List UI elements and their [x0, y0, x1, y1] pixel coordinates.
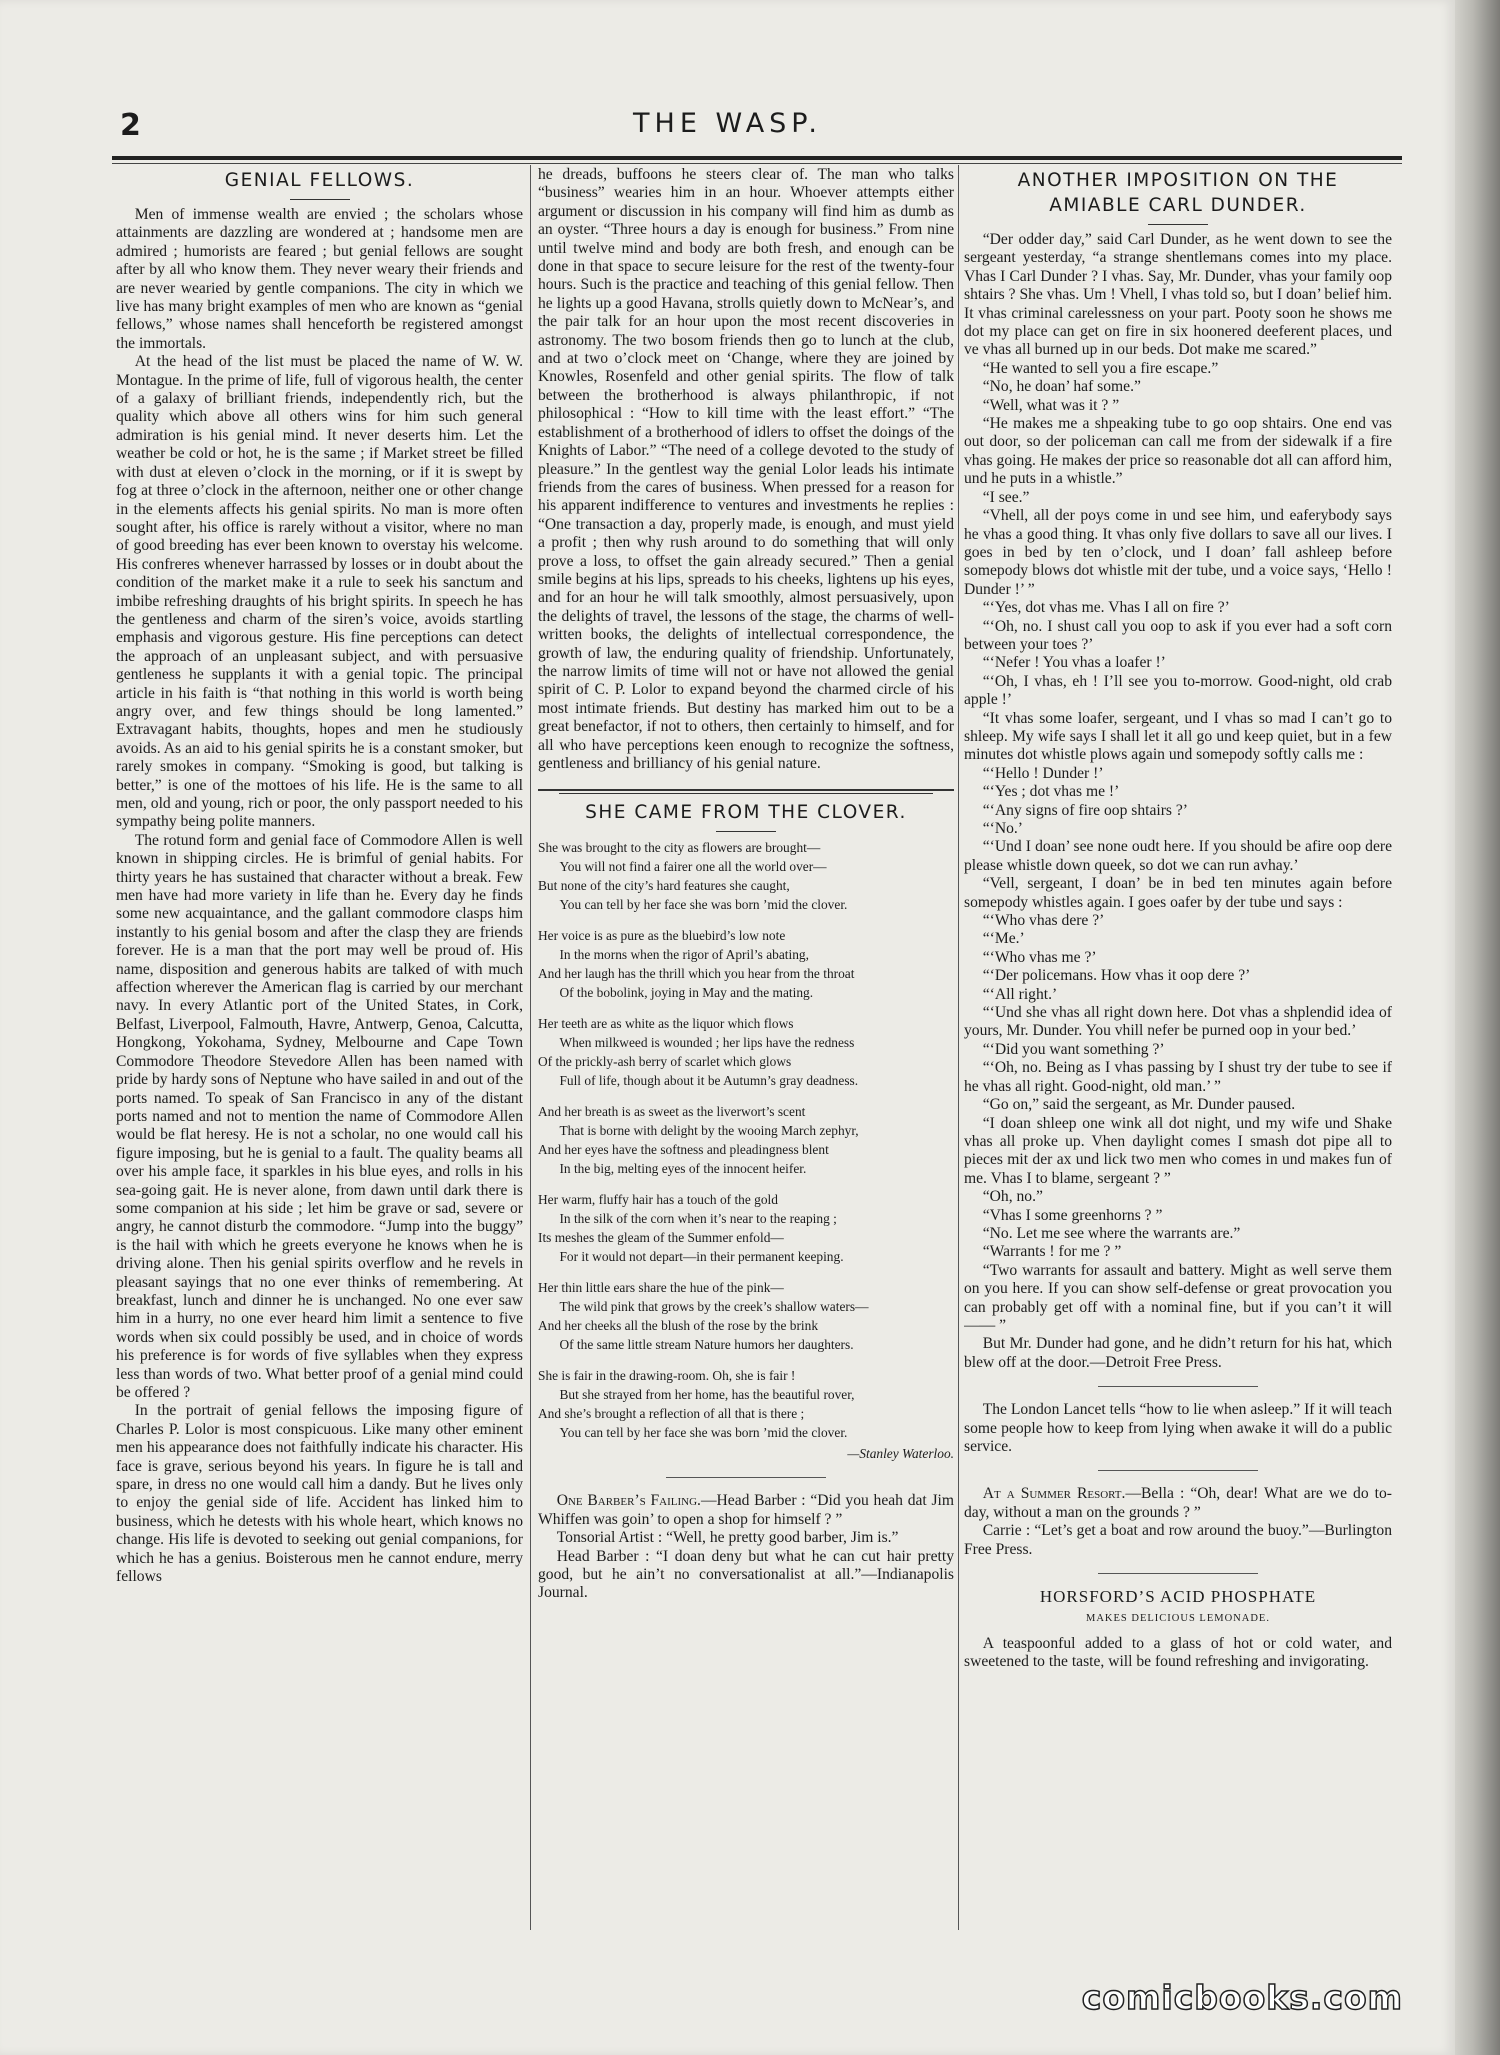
- article-paragraph: “He wanted to sell you a fire escape.”: [982, 359, 1219, 377]
- poem-line: When milkweed is wounded ; her lips have the redness: [559, 1035, 855, 1051]
- poem-line: And her cheeks all the blush of the rose by the brink: [538, 1318, 819, 1334]
- poem-line: Her teeth are as white as the liquor which flows: [538, 1016, 794, 1032]
- article-heading: [964, 168, 1392, 218]
- poem-line: Its meshes the gleam of the Summer enfold—: [538, 1230, 784, 1246]
- watermark-logo: comicbooks.com: [1081, 1978, 1403, 2017]
- article-paragraph: “I doan shleep one wink all dot night, und my wife und Shake vhas all proke up. Vhen daylight comes I smash dot pipe all to pieces mit der ax und lick two men who comes in und makes fun of me. Vhas I to blame, sergeant ? ”: [964, 1114, 1392, 1187]
- article-paragraph: “Warrants ! for me ? ”: [982, 1243, 1122, 1261]
- poem-line: And her eyes have the softness and pleadingness blent: [538, 1142, 829, 1158]
- poem-line: You will not find a fairer one all the world over—: [559, 859, 827, 875]
- advertisement-subheading: MAKES DELICIOUS LEMONADE.: [1086, 1613, 1270, 1625]
- anecdote-paragraph: Head Barber : “I doan deny but what he can cut hair pretty good, but he ain’t no conversationalist at all.”—Indianapolis Journal.: [538, 1547, 954, 1602]
- article-continuation: he dreads, buffoons he steers clear of. The man who talks “business” wearies him in an hour. Whoever attempts either argument or discussion in his company will find him as dumb as an oyster. “Three hours a day is enough for business.” From nine until twelve mind and body are both fresh, and enough can be done in that space to secure leisure for the rest of the twenty-four hours. Such is the practice and teaching of this genial fellow. Then he lights up a good Havana, strolls quietly down to McNear’s, and the pair talk for an hour upon the most recent discoveries in astronomy. The two bosom friends then go to lunch at the club, and at two o’clock meet on ‘Change, where they are joined by Knowles, Rosenfeld and other genial spirits. The flow of talk between the brotherhood is always philanthropic, if not philosophical : “How to kill time with the least effort.” “The establishment of a brotherhood of idlers to offset the doings of the Knights of Labor.” “The need of a college devoted to the study of pleasure.” In the gentlest way the genial Lolor leads his intimate friends from the cares of business. When pressed for a reason for his apparent indifference to ventures and investments he replies : “One transaction a day, properly made, is enough, and must yield a profit ; then why rush around to do something that will only prove a loss, to offset the gain already secured.” Then a genial smile begins at his lips, spreads to his cheeks, lightens up his eyes, and for an hour he will talk smoothly, almost persuasively, upon the delights of travel, the lessons of the stage, the charms of well-written books, the delights of intellectual correspondence, the growth of law, the enduring quality of friendship. Unfortunately, the narrow limits of time will not or have not allowed the genial spirit of C. P. Lolor to expand beyond the charmed circle of his most intimate friends. But destiny has marked him out to be a great benefactor, if not to others, then certainly to himself, and for all who have perceptions keen enough to recognize the softness, gentleness and brilliancy of his genial nature.: [538, 166, 954, 772]
- poem-line: The wild pink that grows by the creek’s shallow waters—: [559, 1299, 869, 1315]
- article-paragraph: “Go on,” said the sergeant, as Mr. Dunder paused.: [982, 1096, 1296, 1114]
- poem-line: Her warm, fluffy hair has a touch of the gold: [538, 1192, 778, 1208]
- article-paragraph: “‘Who vhas me ?’: [982, 948, 1097, 966]
- header-rule: [112, 156, 1402, 164]
- poem: [538, 838, 954, 1463]
- column-divider: [530, 165, 531, 1930]
- poem-line: In the morns when the rigor of April’s abating,: [559, 947, 809, 963]
- poem-line: That is borne with delight by the wooing March zephyr,: [559, 1123, 859, 1139]
- article-heading: GENIAL FELLOWS.: [224, 170, 415, 191]
- heading-line: ANOTHER IMPOSITION ON THE: [1017, 170, 1339, 191]
- advertisement-heading: HORSFORD’S ACID PHOSPHATE: [1039, 1587, 1317, 1607]
- poem-stanza: [538, 1190, 954, 1266]
- anecdote-paragraph: [538, 1492, 954, 1529]
- anecdote-paragraph: [964, 1485, 1392, 1522]
- poem-line: Full of life, though about it be Autumn’s gray deadness.: [559, 1073, 859, 1089]
- section-rule: [666, 1477, 826, 1478]
- article-paragraph: At the head of the list must be placed the name of W. W. Montague. In the prime of life, full of vigorous health, the center of a galaxy of brilliant friends, independently rich, but the quality which above all others wins for him such general admiration is his genial mind. It never deserts him. Let the weather be cold or hot, he is the same ; if Market street be filled with dust at eleven o’clock in the morning, or if it is swept by fog at three o’clock in the afternoon, neither one or other change in the elements affects his genial spirits. No man is more often sought after, his office is rarely without a visitor, where no man of good breeding has ever been known to overstay his welcome. His confreres whenever harrassed by losses or in doubt about the condition of the market make it a rule to seek his sanctum and imbibe refreshing draughts of his bright spirits. In speech he has the gentleness and charm of the siren’s voice, avoids startling emphasis and vigorous gesture. His fine perceptions can detect the approach of an unpleasant subject, and with persuasive gentleness he supplants it with a genial topic. The principal article in his faith is “that nothing in this world is worth being angry over, and few things should be long lamented.” Extravagant habits, thoughts, hopes and men he studiously avoids. As an aid to his genial spirits he is a constant smoker, but rarely smokes in company. “Smoking is good, but talking is better,” is one of the mottoes of his life. He is the same to all men, old and young, rich or poor, the only passport needed to his sympathy being polite manners.: [116, 353, 523, 831]
- article-paragraph: “‘Oh, no. I shust call you oop to ask if you ever had a soft corn between your toes ?’: [964, 617, 1392, 653]
- article-paragraph: “No. Let me see where the warrants are.”: [982, 1224, 1241, 1242]
- anecdote-text: —Bella : “Oh, dear! What are we do to-day, without a man on the grounds ? ”: [964, 1485, 1392, 1521]
- poem-stanza: [538, 1102, 954, 1178]
- poem-line: You can tell by her face she was born ’mid the clover.: [559, 1425, 848, 1441]
- poem-line: Of the prickly-ash berry of scarlet which glows: [538, 1054, 792, 1070]
- masthead: THE WASP.: [633, 108, 822, 139]
- poem-stanza: [538, 926, 954, 1002]
- poem-line: In the silk of the corn when it’s near to the reaping ;: [559, 1211, 837, 1227]
- article-paragraph: “‘Who vhas dere ?’: [982, 912, 1105, 930]
- column-1: [116, 166, 523, 1926]
- article-paragraph: “‘Did you want something ?’: [982, 1040, 1165, 1058]
- anecdote-title: At a Summer Resort.: [982, 1485, 1126, 1503]
- poem-line: Of the bobolink, joying in May and the mating.: [559, 985, 814, 1001]
- article-paragraph: “Oh, no.”: [982, 1188, 1043, 1206]
- article-paragraph: But Mr. Dunder had gone, and he didn’t return for his hat, which blew off at the door.—Detroit Free Press.: [964, 1335, 1392, 1371]
- article-paragraph: “‘Nefer ! You vhas a loafer !’: [982, 654, 1166, 672]
- section-rule: [1098, 1386, 1258, 1387]
- article-paragraph: “‘Hello ! Dunder !’: [982, 764, 1104, 782]
- poem-stanza: [538, 1014, 954, 1090]
- article-paragraph: “‘Yes, dot vhas me. Vhas I all on fire ?’: [982, 599, 1230, 617]
- heading-line: AMIABLE CARL DUNDER.: [1049, 195, 1307, 216]
- poem-stanza: [538, 1278, 954, 1354]
- article-paragraph: “‘Oh, I vhas, eh ! I’ll see you to-morrow. Good-night, old crab apple !’: [964, 672, 1392, 709]
- article-paragraph: “No, he doan’ haf some.”: [982, 378, 1141, 396]
- article-paragraph: In the portrait of genial fellows the imposing figure of Charles P. Lolor is most conspicuous. Like many other eminent men his appearance does not faithfully indicate his character. His face is grave, serious beyond his years. In figure he is tall and spare, in dress no one would call him a dandy. But he lives only to enjoy the genial side of life. Accident has linked him to business, which he detests with his whole heart, which knows no change. His life is devoted to seeking out genial companions, for which he has a genius. Boisterous men he cannot endure, merry fellows: [116, 1402, 523, 1586]
- book-binding-edge: [1455, 0, 1500, 2055]
- article-paragraph: Men of immense wealth are envied ; the scholars whose attainments are dazzling are wondered at ; handsome men are admired ; humorists are feared ; but genial fellows are sought after by all who know them. They never weary their friends and are never wearied by gentle companions. The city in which we live has many bright examples of men who are known as “genial fellows,” whose names shall henceforth be registered amongst the immortals.: [116, 206, 523, 352]
- article-paragraph: “‘Any signs of fire oop shtairs ?’: [982, 801, 1188, 819]
- article-paragraph: “‘All right.’: [982, 985, 1058, 1003]
- poem-stanza: [538, 838, 954, 914]
- advertisement-text: A teaspoonful added to a glass of hot or cold water, and sweetened to the taste, will be found refreshing and invigorating.: [964, 1634, 1392, 1671]
- poem-line: And her laugh has the thrill which you hear from the throat: [538, 966, 855, 982]
- poem-heading: SHE CAME FROM THE CLOVER.: [585, 802, 907, 824]
- article-paragraph: “Vell, sergeant, I doan’ be in bed ten minutes again before somepody whistles again. I goes oafer by der tube und says :: [964, 875, 1392, 911]
- heading-rule: [290, 199, 350, 200]
- page-number: 2: [120, 108, 141, 143]
- article-paragraph: “I see.”: [982, 488, 1030, 506]
- poem-line: Her voice is as pure as the bluebird’s low note: [538, 928, 786, 944]
- article-paragraph: “‘Oh, no. Being as I vhas passing by I shust try der tube to see if he vhas all right. Good-night, old man.’ ”: [964, 1059, 1392, 1095]
- article-paragraph: “‘Und she vhas all right down here. Dot vhas a shplendid idea of yours, Mr. Dunder. You vhill nefer be purned oop in your bed.’: [964, 1004, 1392, 1040]
- section-rule: [1098, 1470, 1258, 1471]
- heading-rule: [716, 831, 776, 832]
- article-paragraph: “He makes me a shpeaking tube to go oop shtairs. One end vas out door, so der policeman can call me from der sidewalk if a fire vhas going. He makes der price so reasonable dot all can afford him, und he puts in a whistle.”: [964, 415, 1392, 488]
- article-paragraph: “Two warrants for assault and battery. Might as well serve them on you here. If you can show self-defense or great provocation you can probably get off with a nominal fine, but if you can’t it will —— ”: [964, 1261, 1392, 1334]
- poem-line: She is fair in the drawing-room. Oh, she is fair !: [538, 1368, 796, 1384]
- anecdote-text: —Head Barber : “Did you heah dat Jim Whiffen was goin’ to open a shop for himself ? ”: [538, 1492, 954, 1528]
- anecdote-title: One Barber’s Failing.: [556, 1492, 701, 1510]
- heading-rule: [1148, 224, 1208, 225]
- section-rule: [538, 789, 954, 794]
- article-paragraph: “‘Yes ; dot vhas me !’: [982, 783, 1120, 801]
- section-rule: [1098, 1573, 1258, 1574]
- poem-line: Of the same little stream Nature humors her daughters.: [559, 1337, 854, 1353]
- poem-line: She was brought to the city as flowers are brought—: [538, 840, 821, 856]
- anecdote-paragraph: Carrie : “Let’s get a boat and row around the buoy.”—Burlington Free Press.: [964, 1522, 1392, 1558]
- article-paragraph: “‘Und I doan’ see none oudt here. If you should be afire oop dere please whistle down queek, so dot we can run avhay.’: [964, 838, 1392, 874]
- article-paragraph: The rotund form and genial face of Commodore Allen is well known in shipping circles. He is brimful of genial habits. For thirty years he has sustained that character without a break. Few men have had more variety in life than he. Every day he finds some new acquaintance, and the gallant commodore clasps him instantly to his genial bosom and after the clasp they are friends forever. He is a man that the port may well be proud of. His name, disposition and generous habits are talked of with much affection wherever the American flag is carried by our merchant navy. In every Atlantic port of the United States, in Cork, Belfast, Liverpool, Falmouth, Havre, Antwerp, Genoa, Calcutta, Hongkong, Yokohama, Sydney, Melbourne and Cape Town Commodore Theodore Stevedore Allen has been named with pride by hardy sons of Neptune who have sailed in and out of the ports named. To speak of San Francisco in any of the distant ports named and not to mention the name of Commodore Allen would be flat heresy. He is not a scholar, no one would call his figure imposing, but he is genial to a fault. The quality beams all over his ample face, it sparkles in his blue eyes, and rolls in his sea-going gait. He is never alone, from dawn until dark there is some companion at his side ; let him be grave or sad, severe or angry, he cannot disturb the commodore. “Jump into the buggy” is the hail with which he greets everyone he knows when he is driving alone. Then his genial spirits overflow and he revels in pleasant sayings that no one ever thinks of remembering. At breakfast, lunch and dinner he is unchanged. No one ever saw him in a hurry, no one ever heard him limit a sentence to five words when six could possibly be used, and in choice of words his preference is for words of five syllables when they express less than words of two. What better proof of a genial mind could be offered ?: [116, 831, 523, 1401]
- article-paragraph: “‘Der policemans. How vhas it oop dere ?’: [982, 967, 1251, 985]
- lancet-paragraph: The London Lancet tells “how to lie when asleep.” If it will teach some people how to keep from lying when awake it will do a public service.: [964, 1401, 1392, 1455]
- poem-stanza: [538, 1366, 954, 1442]
- article-paragraph: “It vhas some loafer, sergeant, und I vhas so mad I can’t go to shleep. My wife says I shall let it all go und keep quiet, but in a few minutes dot whistle plows again und somepody softly calls me :: [964, 709, 1392, 764]
- article-paragraph: “‘No.’: [982, 820, 1023, 837]
- poem-line: For it would not depart—in their permanent keeping.: [559, 1249, 844, 1265]
- column-3: [964, 166, 1392, 1926]
- poem-line: In the big, melting eyes of the innocent heifer.: [559, 1161, 807, 1177]
- article-paragraph: “Vhell, all der poys come in und see him, und eaferybody says he vhas a good thing. It vhas only five dollars to save all our lives. I goes in bed by ten o’clock, und I doan’ fall ashleep before somepody blows dot whistle mit der tube, und a voice says, ‘Hello ! Dunder !’ ”: [964, 507, 1392, 598]
- article-paragraph: “‘Me.’: [982, 930, 1025, 948]
- poem-line: You can tell by her face she was born ’mid the clover.: [559, 897, 848, 913]
- article-paragraph: “Vhas I some greenhorns ? ”: [982, 1206, 1163, 1224]
- poem-attribution: —Stanley Waterloo.: [847, 1446, 954, 1462]
- poem-line: But none of the city’s hard features she caught,: [538, 878, 790, 894]
- column-divider: [958, 165, 959, 1930]
- poem-line: But she strayed from her home, has the beautiful rover,: [559, 1387, 855, 1403]
- poem-line: Her thin little ears share the hue of the pink—: [538, 1280, 784, 1296]
- article-paragraph: “Der odder day,” said Carl Dunder, as he went down to see the sergeant yesterday, “a strange shentlemans comes into my place. Vhas I Carl Dunder ? I vhas. Say, Mr. Dunder, vhas your family oop shtairs ? She vhas. Um ! Vhell, I vhas told so, but I doan’ belief him. It vhas criminal carelessness on your part. Pooty soon he shows me dot my place can get on fire in six hoonered deeferent places, und ve vhas all burned up in our beds. Dot make me scared.”: [964, 231, 1392, 359]
- poem-line: And she’s brought a reflection of all that is there ;: [538, 1406, 805, 1422]
- column-2: [538, 166, 954, 1926]
- poem-line: And her breath is as sweet as the liverwort’s scent: [538, 1104, 806, 1120]
- article-paragraph: “Well, what was it ? ”: [982, 396, 1120, 414]
- anecdote-paragraph: Tonsorial Artist : “Well, he pretty good barber, Jim is.”: [556, 1529, 899, 1547]
